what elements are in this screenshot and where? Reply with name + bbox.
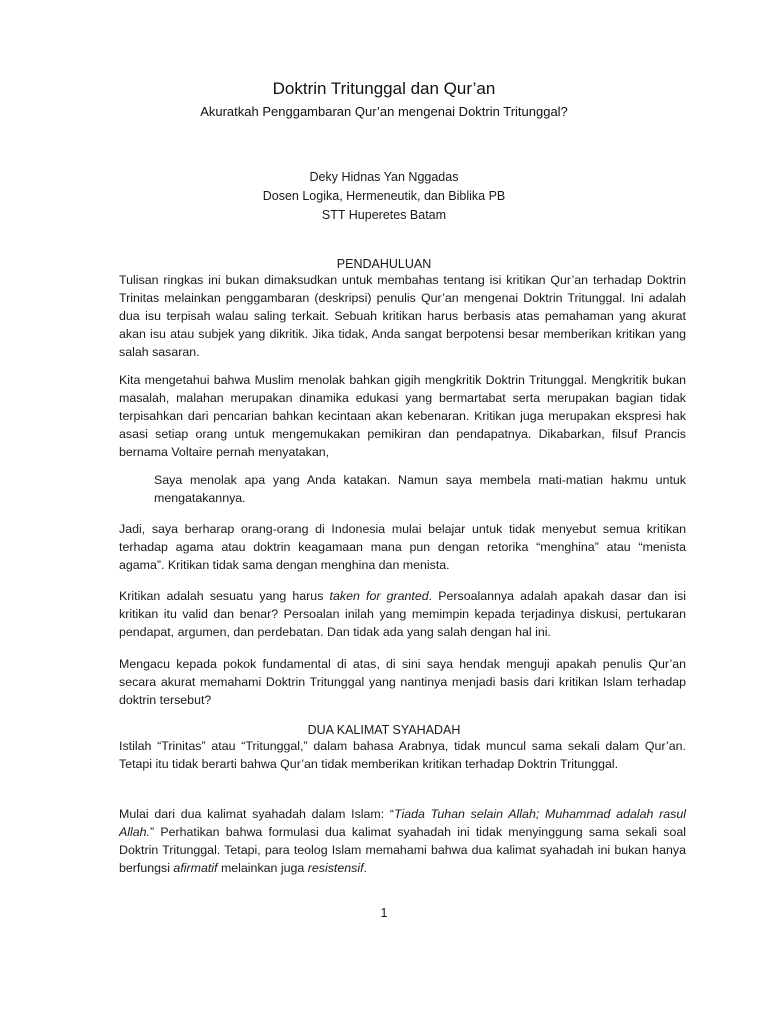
paragraph-7-text-d: . [363,861,367,875]
paragraph-1: Tulisan ringkas ini bukan dimaksudkan untuk membahas tentang isi kritikan Qur’an terhadap Doktrin Trinitas melainkan penggambaran (deskripsi) penulis Qur’an mengenai Doktrin Tritunggal. Ini adalah dua isu terpisah walau saling terkait. Sebuah kritikan harus berbasis atas pemahaman yang akurat akan isu atau subjek yang dikritik. Jika tidak, Anda sangat berpotensi besar memberikan kritikan yang salah sasaran. [119,273,686,359]
paragraph-7-text-c: melainkan juga [217,861,308,875]
section-heading-pendahuluan: PENDAHULUAN [336,257,432,271]
paragraph-4 [119,587,686,641]
page-number: 1 [380,906,388,920]
paragraph-3: Jadi, saya berharap orang-orang di Indonesia mulai belajar untuk tidak menyebut semua kritikan terhadap agama atau doktrin keagamaan mana pun dengan retorika “menghina” atau “menista agama”. Kritikan tidak sama dengan menghina dan menista. [119,522,686,572]
paragraph-5: Mengacu kepada pokok fundamental di atas, di sini saya hendak menguji apakah penulis Qur’an secara akurat memahami Doktrin Tritunggal yang nantinya menjadi basis dari kritikan Islam terhadap doktrin tersebut? [119,657,686,707]
author-name: Deky Hidnas Yan Nggadas [309,170,459,184]
paragraph-7-italic-1: Tiada Tuhan selain Allah; Muhammad adalah rasul Allah. [119,807,686,839]
author-block [0,168,768,225]
author-position: Dosen Logika, Hermeneutik, dan Biblika PB [262,189,506,203]
author-institution: STT Huperetes Batam [321,208,447,222]
paragraph-7 [119,805,686,877]
paragraph-2: Kita mengetahui bahwa Muslim menolak bahkan gigih mengkritik Doktrin Tritunggal. Mengkritik bukan masalah, malahan merupakan dinamika edukasi yang bermartabat serta merupakan bagian tidak terpisahkan dari pencarian bahkan kecintaan akan kebenaran. Kritikan juga merupakan ekspresi hak asasi setiap orang untuk mengemukakan pemikiran dan pendapatnya. Dikabarkan, filsuf Prancis bernama Voltaire pernah menyatakan, [119,373,686,459]
paragraph-4-text-b: . Persoalannya adalah apakah dasar dan isi kritikan itu valid dan benar? Persoalan inilah yang memimpin kepada terjadinya diskusi, pertukaran pendapat, argumen, dan perdebatan. Dan tidak ada yang salah dengan hal ini. [119,589,687,639]
paragraph-7-italic-2: afirmatif [173,861,218,875]
paragraph-7-text-a: Mulai dari dua kalimat syahadah dalam Islam: “ [119,807,395,821]
paragraph-6: Istilah “Trinitas” atau “Tritunggal,” dalam bahasa Arabnya, tidak muncul sama sekali dalam Qur’an. Tetapi itu tidak berarti bahwa Qur’an tidak memberikan kritikan terhadap Doktrin Tritunggal. [119,739,686,771]
block-quote: Saya menolak apa yang Anda katakan. Namun saya membela mati-matian hakmu untuk mengatakannya. [154,473,686,505]
paragraph-4-italic: taken for granted [329,589,429,603]
paragraph-4-text-a: Kritikan adalah sesuatu yang harus [119,589,330,603]
document-subtitle: Akuratkah Penggambaran Qur’an mengenai Doktrin Tritunggal? [200,104,568,119]
document-title: Doktrin Tritunggal dan Qur’an [272,79,496,98]
section-heading-syahadah: DUA KALIMAT SYAHADAH [307,723,461,737]
paragraph-7-italic-3: resistensif [307,861,364,875]
paragraph-7-text-b: ” Perhatikan bahwa formulasi dua kalimat syahadah ini tidak menyinggung sama sekali soal Doktrin Tritunggal. Tetapi, para teolog Islam memahami bahwa dua kalimat syahadah ini bukan hanya berfungsi [119,825,686,875]
